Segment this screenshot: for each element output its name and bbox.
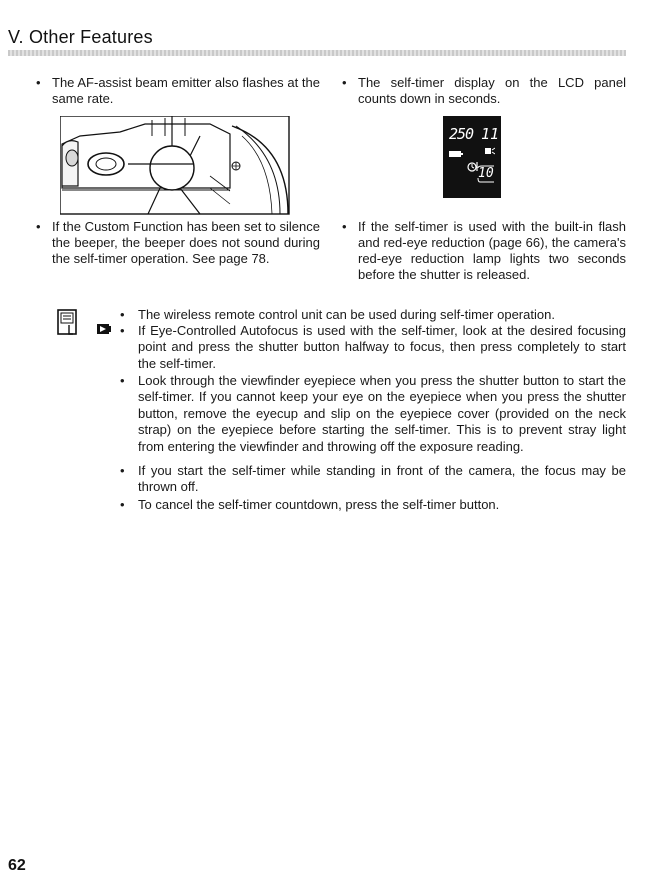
- note-item-focus-thrown-off-text: If you start the self-timer while standing in front of the camera, the focus may be thrown off.: [138, 463, 626, 495]
- lcd-aperture: 11: [481, 125, 500, 143]
- left-paragraph-af-assist-text: The AF-assist beam emitter also flashes at the same rate.: [52, 75, 320, 106]
- eye-control-af-icon: [96, 323, 112, 335]
- note-item-wireless-remote: [120, 307, 626, 323]
- note-item-eye-control-af-text: If Eye-Controlled Autofocus is used with the self-timer, look at the desired focusing point and press the shutter button halfway to focus, then press completely to start the self-timer.: [138, 323, 626, 371]
- note-item-viewfinder: [120, 373, 626, 455]
- bullet: •: [120, 373, 125, 388]
- left-paragraph-custom-function: [36, 219, 320, 267]
- bullet: •: [120, 307, 125, 322]
- note-item-cancel-countdown: [120, 497, 626, 513]
- right-paragraph-red-eye: [342, 219, 626, 283]
- bullet: •: [120, 463, 125, 478]
- section-title: V. Other Features: [8, 27, 153, 47]
- note-icon: [57, 309, 79, 337]
- battery-icon: [449, 150, 463, 158]
- bullet: •: [120, 323, 125, 338]
- right-paragraph-red-eye-text: If the self-timer is used with the built-in flash and red-eye reduction (page 66), the camera's red-eye reduction lamp lights two seconds before the shutter is released.: [358, 219, 626, 282]
- note-item-focus-thrown-off: [120, 463, 626, 496]
- title-rule: [8, 50, 626, 56]
- lcd-panel-illustration: [443, 116, 501, 198]
- countdown-frame: [476, 164, 496, 184]
- note-item-wireless-remote-text: The wireless remote control unit can be used during self-timer operation.: [138, 307, 555, 322]
- note-item-cancel-countdown-text: To cancel the self-timer countdown, press the self-timer button.: [138, 497, 500, 512]
- bullet: •: [342, 75, 347, 90]
- bullet: •: [342, 219, 347, 234]
- left-paragraph-af-assist: [36, 75, 320, 107]
- page-number: 62: [8, 857, 26, 874]
- right-paragraph-lcd-countdown-text: The self-timer display on the LCD panel counts down in seconds.: [358, 75, 626, 106]
- lcd-countdown: 10: [478, 166, 494, 181]
- lcd-shutter-speed: 250: [449, 125, 474, 143]
- note-item-viewfinder-text: Look through the viewfinder eyepiece when you press the shutter button to start the self-timer. If you cannot keep your eye on the eyepiece when you press the shutter button, remove the eyecup and slip on the eyepiece cover (provided on the neck strap) on the eyepiece before starting the self-timer. This is to prevent stray light from entering the viewfinder and throwing off the exposure reading.: [138, 373, 626, 454]
- flash-icon: [483, 146, 495, 156]
- left-paragraph-custom-function-text: If the Custom Function has been set to silence the beeper, the beeper does not sound during the self-timer operation. See page 78.: [52, 219, 320, 266]
- camera-front-illustration: [60, 116, 292, 216]
- bullet: •: [36, 219, 41, 234]
- right-paragraph-lcd-countdown: [342, 75, 626, 107]
- bullet: •: [36, 75, 41, 90]
- note-item-eye-control-af: [120, 323, 626, 372]
- bullet: •: [120, 497, 125, 512]
